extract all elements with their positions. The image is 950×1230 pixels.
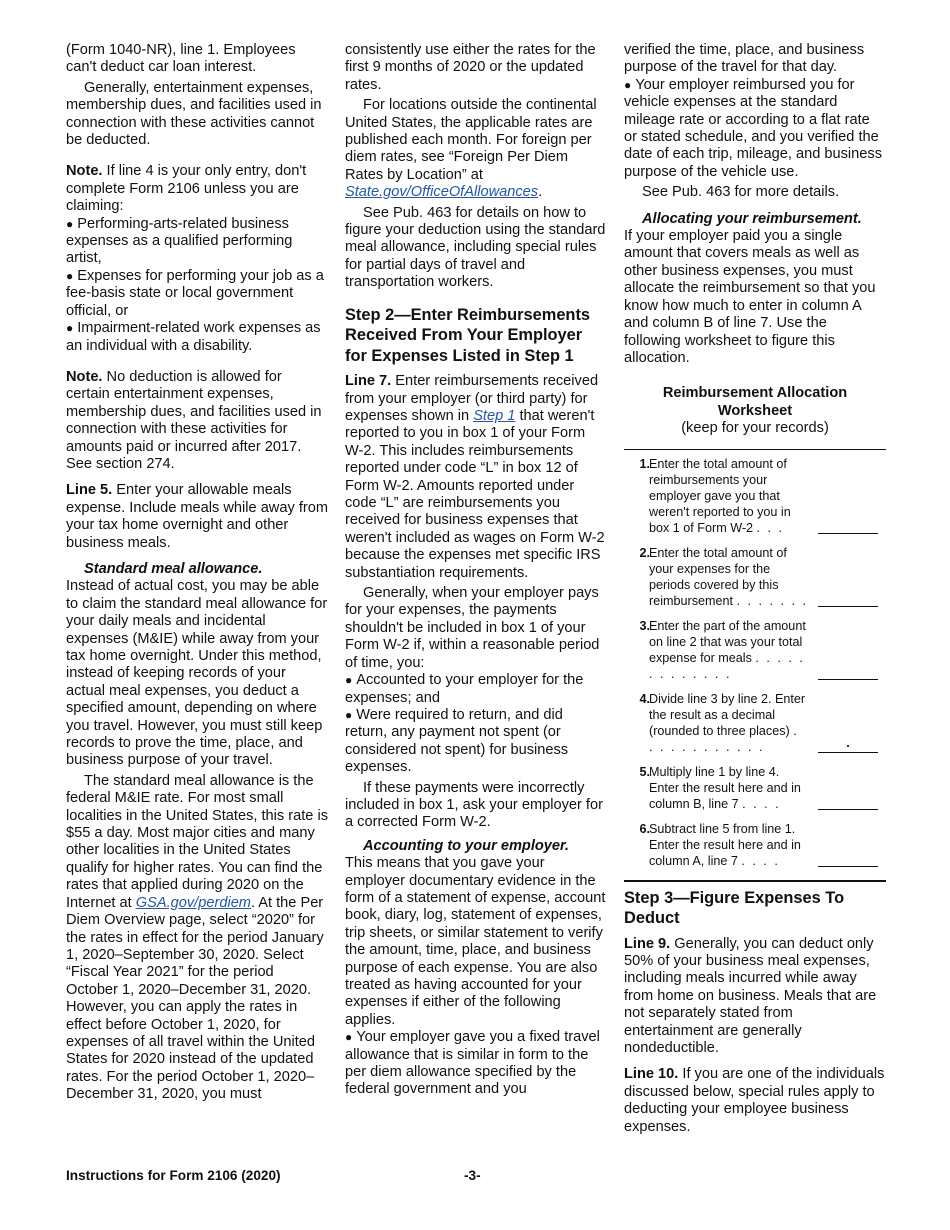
paragraph: This means that you gave your employer documentary evidence in the form of a statement of expense, account book, diary, log, statement of expenses, trip sheets, or similar statement to verify the amount, time, place, and business purpose of each expense. You are also treated as having accounted for your expenses if either of the following applies. (345, 855, 606, 1028)
paragraph: If these payments were incorrectly included in box 1, ask your employer for a corrected Form W-2. (345, 779, 603, 831)
subheading-text: Accounting to your employer. (363, 837, 569, 854)
bullet-item (66, 268, 328, 320)
row-text (649, 821, 809, 869)
text: that weren't reported to you in box 1 of your Form W-2. This includes reimbursements reported under code “L” in box 12 of Form W-2. Amounts reported under code “L” are reimbursements you received for business expenses that weren't included as wages on Form W-2 because the expenses met specific IRS substantiation requirements. (345, 408, 605, 581)
leader-dots: . . . . . . . (736, 593, 808, 608)
worksheet-title (624, 385, 886, 420)
worksheet-row (624, 762, 886, 819)
bullet-item (345, 1029, 607, 1099)
bullet-item (66, 216, 328, 268)
line-5-paragraph (66, 482, 328, 552)
worksheet-row (624, 819, 886, 876)
leader-dots: . . . . . . . . . . . . (649, 723, 799, 754)
line-label: Line 10. (624, 1066, 679, 1083)
subheading (66, 561, 328, 578)
paragraph (66, 773, 328, 1104)
bullet-item (345, 672, 607, 707)
row-number: 3. (639, 618, 650, 633)
paragraph: Instead of actual cost, you may be able to claim the standard meal allowance for your daily meals and incidental expenses (M&IE) while away from your tax home overnight. Under this method, instead of keeping records of your actual meal expenses, you deduct a specified amount, depending on where you travel. However, you must still keep records to prove the time, place, and business purpose of your travel. (66, 578, 328, 769)
note-label: Note. (66, 163, 103, 180)
note-text: If line 4 is your only entry, don't complete Form 2106 unless you are claiming: (66, 163, 307, 215)
leader-dots: . . . . . . . . . . . . . (649, 650, 805, 681)
row-label: Enter the total amount of reimbursements your employer gave you that weren't reported to you in box 1 of Form W-2 (649, 456, 791, 535)
line-label: Line 7. (345, 373, 392, 390)
worksheet-row (624, 689, 886, 762)
paragraph: See Pub. 463 for details on how to figure your deduction using the standard meal allowance, including special rules for partial days of travel and transportation workers. (345, 204, 606, 291)
line-9-paragraph (624, 936, 886, 1058)
gsa-perdiem-link[interactable]: GSA.gov/perdiem (135, 894, 251, 911)
worksheet-row (624, 616, 886, 689)
paragraph: See Pub. 463 for more details. (642, 184, 840, 201)
column-3 (624, 42, 886, 1136)
worksheet-row (624, 454, 886, 543)
worksheet-row (624, 543, 886, 616)
footer-form-title: Instructions for Form 2106 (2020) (66, 1168, 281, 1183)
entry-field[interactable] (818, 592, 878, 607)
state-gov-link[interactable]: State.gov/OfficeOfAllowances (345, 184, 539, 201)
bullet-item (345, 707, 607, 777)
leader-dots: . . . . (742, 796, 781, 811)
bullet-text: Your employer reimbursed you for vehicle expenses at the standard mileage rate or according to a flat rate or stated schedule, and you verified the date of each trip, mileage, and business purpose of the vehicle use. (624, 76, 882, 180)
row-number: 4. (639, 691, 650, 706)
entry-field[interactable] (818, 795, 878, 810)
worksheet-table (624, 449, 886, 882)
leader-dots: . . . . (741, 853, 780, 868)
row-number: 5. (639, 764, 650, 779)
line-7-paragraph (345, 373, 607, 582)
entry-field[interactable] (818, 852, 878, 867)
column-2 (345, 42, 607, 1099)
line-label: Line 9. (624, 935, 671, 952)
note-paragraph (66, 369, 328, 473)
row-label: Divide line 3 by line 2. Enter the result as a decimal (rounded to three places) (649, 691, 806, 738)
row-label: Enter the total amount of your expenses for the periods covered by this reimbursement (649, 545, 787, 608)
paragraph: Generally, when your employer pays for your expenses, the payments shouldn't be included in box 1 of your Form W-2 if, within a reasonable period of time, you: (345, 585, 600, 671)
line-10-paragraph (624, 1066, 886, 1136)
row-number: 6. (639, 821, 650, 836)
row-label: Multiply line 1 by line 4. Enter the result here and in column B, line 7 (649, 764, 801, 811)
step-3-heading: Step 3—Figure Expenses To Deduct (624, 888, 845, 928)
row-label: Enter the part of the amount on line 2 that was your total expense for meals (649, 618, 806, 665)
bullet-text: Impairment-related work expenses as an individual with a disability. (66, 320, 321, 354)
column-1 (66, 42, 328, 1104)
bullet-icon: ● (66, 268, 74, 283)
text: Enter reimbursements received from your employer (or third party) for expenses shown in (345, 373, 599, 424)
bullet-text: Your employer gave you a fixed travel allowance that is similar in form to the per diem allowance specified by the federal government and you (345, 1029, 600, 1098)
paragraph: (Form 1040-NR), line 1. Employees can't deduct car loan interest. (66, 42, 296, 76)
subheading (624, 211, 886, 228)
bullet-icon: ● (624, 77, 632, 92)
line-text: Enter your allowable meals expense. Include meals while away from your tax home overnight and other business meals. (66, 482, 329, 551)
bullet-text: Were required to return, and did return, any payment not spent (or considered not spent) for business expenses. (345, 706, 569, 776)
note-paragraph (66, 163, 328, 215)
text: . (538, 184, 543, 201)
row-number: 1. (639, 456, 650, 471)
step-2-heading: Step 2—Enter Reimbursements Received From Your Employer for Expenses Listed in Step 1 (345, 305, 591, 365)
subheading-text: Allocating your reimbursement. (642, 210, 862, 227)
entry-field[interactable]: . (818, 738, 878, 753)
row-label: Subtract line 5 from line 1. Enter the result here and in column A, line 7 (649, 821, 801, 868)
paragraph: Generally, entertainment expenses, membership dues, and facilities used in connection with these activities cannot be deducted. (66, 79, 322, 149)
text: . At the Per Diem Overview page, select “2020” for the rates in effect for the period January 1, 2020–September 30, 2020. Select “Fiscal Year 2021” for the period October 1, 2020–December 31, 2020. However, you can apply the rates in effect before October 1, 2020, for expenses of all travel within the United States for 2020 instead of the updated rates. For the period October 1, 2020–December 31, 2020, you must (66, 894, 324, 1103)
paragraph: verified the time, place, and business purpose of the travel for that day. (624, 42, 865, 76)
entry-field[interactable] (818, 519, 878, 534)
bullet-icon: ● (345, 707, 353, 722)
row-number: 2. (639, 545, 650, 560)
text: The standard meal allowance is the federal M&IE rate. For most small localities in the United States, this rate is $55 a day. Most major cities and many other localities in the United States qualify for higher rates. You can find the rates that applied during 2020 on the Internet at (66, 772, 329, 911)
line-text: Generally, you can deduct only 50% of your business meal expenses, including meals incurred while away from home on business. Meals that are not separately stated from entertainment are generally nondeductible. (624, 935, 877, 1056)
bullet-text: Performing-arts-related business expenses as a qualified performing artist, (66, 215, 293, 267)
bullet-icon: ● (345, 673, 353, 688)
worksheet-subtitle: (keep for your records) (681, 420, 829, 437)
bullet-icon: ● (66, 321, 74, 336)
worksheet-title-line: Reimbursement Allocation (662, 385, 848, 402)
subheading (345, 838, 607, 855)
text: For locations outside the continental United States, the applicable rates are published each month. For foreign per diem rates, see “Foreign Per Diem Rates by Location” at (345, 97, 597, 183)
bullet-item (624, 77, 886, 181)
paragraph: If your employer paid you a single amount that covers meals as well as other business expenses, you must allocate the reimbursement so that you know how much to enter in column A and column B of line 7. Use the following worksheet to figure this allocation. (624, 228, 876, 366)
row-text (649, 545, 809, 609)
paragraph: consistently use either the rates for the first 9 months of 2020 or the updated rates. (345, 42, 596, 93)
page-number: -3- (464, 1168, 481, 1183)
row-text (649, 456, 809, 536)
line-label: Line 5. (66, 482, 113, 499)
step-1-link[interactable]: Step 1 (473, 408, 516, 424)
paragraph (345, 97, 607, 201)
bullet-item (66, 320, 328, 355)
subheading-text: Standard meal allowance. (84, 560, 263, 577)
entry-field[interactable] (818, 665, 878, 680)
row-text (649, 618, 809, 682)
row-text (649, 691, 809, 755)
bullet-icon: ● (345, 1030, 353, 1045)
note-label: Note. (66, 368, 103, 385)
row-text (649, 764, 809, 812)
bullet-text: Expenses for performing your job as a fee-basis state or local government official, or (66, 267, 324, 319)
leader-dots: . . . (756, 520, 785, 535)
bullet-icon: ● (66, 216, 74, 231)
note-text: No deduction is allowed for certain entertainment expenses, membership dues, and facilities used in connection with these activities for amounts paid or incurred after 2017. See section 274. (66, 368, 322, 472)
line-text: If you are one of the individuals discussed below, special rules apply to deducting your employee business expenses. (624, 1066, 885, 1135)
worksheet-title-line: Worksheet (717, 402, 793, 419)
bullet-text: Accounted to your employer for the expenses; and (345, 672, 584, 706)
